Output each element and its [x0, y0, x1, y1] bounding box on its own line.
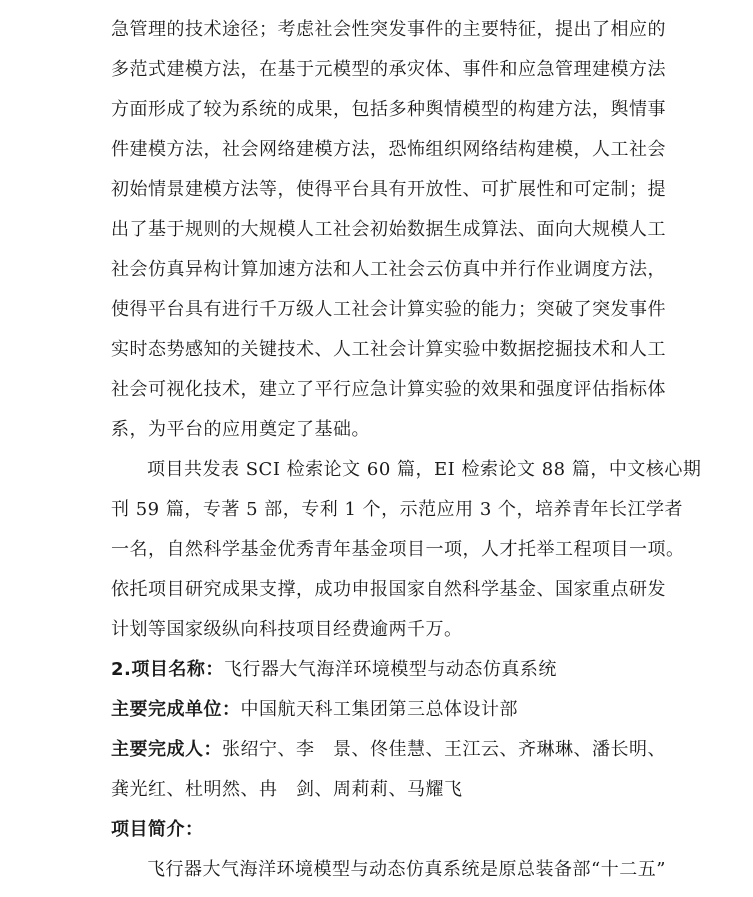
paragraph-line: 使得平台具有进行千万级人工社会计算实验的能力；突破了突发事件: [111, 299, 666, 320]
project-unit-value: 中国航天科工集团第三总体设计部: [240, 699, 518, 720]
paragraph-line: 方面形成了较为系统的成果，包括多种舆情模型的构建方法，舆情事: [111, 99, 666, 120]
project-people-line: [111, 731, 666, 769]
project-unit-label: 主要完成单位：: [111, 699, 241, 720]
project-name-label: 2.项目名称：: [111, 659, 224, 680]
project-people-label: 主要完成人：: [111, 739, 222, 760]
project-name-value: 飞行器大气海洋环境模型与动态仿真系统: [223, 659, 557, 680]
paragraph-line: 实时态势感知的关键技术、人工社会计算实验中数据挖掘技术和人工: [111, 339, 666, 360]
paragraph-line: 急管理的技术途径；考虑社会性突发事件的主要特征，提出了相应的: [111, 19, 666, 40]
paragraph-line: 系，为平台的应用奠定了基础。: [111, 419, 370, 440]
paragraph-line: 社会仿真异构计算加速方法和人工社会云仿真中并行作业调度方法，: [111, 259, 666, 280]
paragraph-line: 多范式建模方法，在基于元模型的承灾体、事件和应急管理建模方法: [111, 59, 666, 80]
paragraph-line: 依托项目研究成果支撑，成功申报国家自然科学基金、国家重点研发: [111, 579, 666, 600]
paragraph-line: 出了基于规则的大规模人工社会初始数据生成算法、面向大规模人工: [111, 219, 666, 240]
project-people-value: 张绍宁、李 景、佟佳慧、王江云、齐琳琳、潘长明、: [222, 739, 666, 760]
project-unit-line: [111, 691, 656, 729]
paragraph-line: 社会可视化技术，建立了平行应急计算实验的效果和强度评估指标体: [111, 379, 666, 400]
paragraph-line: 件建模方法，社会网络建模方法，恐怖组织网络结构建模，人工社会: [111, 139, 666, 160]
paragraph-line: 计划等国家级纵向科技项目经费逾两千万。: [111, 619, 463, 640]
project-people-line-2: 龚光红、杜明然、冉 剑、周莉莉、马耀飞: [111, 779, 463, 800]
project-intro-label: 项目简介：: [111, 819, 204, 840]
project-name-line: [111, 651, 656, 689]
project-intro-line: 飞行器大气海洋环境模型与动态仿真系统是原总装备部“十二五”: [147, 859, 666, 880]
paragraph-line: 一名，自然科学基金优秀青年基金项目一项，人才托举工程项目一项。: [111, 539, 685, 560]
paragraph-line: 初始情景建模方法等，使得平台具有开放性、可扩展性和可定制；提: [111, 179, 666, 200]
paragraph-line: 项目共发表 SCI 检索论文 60 篇，EI 检索论文 88 篇，中文核心期: [147, 459, 702, 480]
paragraph-line: 刊 59 篇，专著 5 部，专利 1 个，示范应用 3 个，培养青年长江学者: [111, 499, 684, 520]
